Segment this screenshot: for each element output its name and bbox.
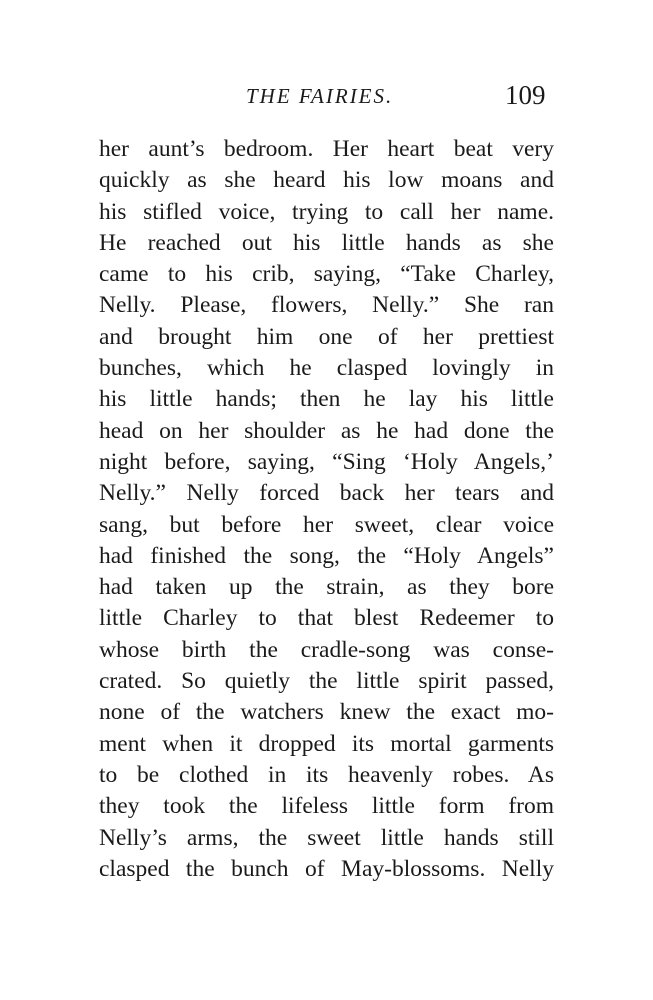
text-line: they took the lifeless little form from	[99, 793, 554, 820]
text-line: night before, saying, “Sing ‘Holy Angels,’	[99, 448, 554, 475]
text-line: little Charley to that blest Redeemer to	[99, 605, 554, 632]
text-line: his stifled voice, trying to call her name.	[99, 198, 554, 225]
text-line: her aunt’s bedroom. Her heart beat very	[99, 136, 554, 162]
text-line: had taken up the strain, as they bore	[99, 574, 554, 601]
running-head	[0, 80, 653, 118]
text-line: head on her shoulder as he had done the	[99, 417, 554, 444]
text-line: ment when it dropped its mortal garments	[99, 730, 554, 757]
text-line: to be clothed in its heavenly robes. As	[99, 761, 554, 788]
text-line: Nelly. Please, flowers, Nelly.” She ran	[99, 292, 554, 319]
text-line: clasped the bunch of May-blossoms. Nelly	[99, 855, 554, 882]
running-title: THE FAIRIES.	[246, 84, 394, 108]
text-line: quickly as she heard his low moans and	[99, 167, 554, 194]
text-line: sang, but before her sweet, clear voice	[99, 511, 554, 538]
text-line: none of the watchers knew the exact mo-	[99, 699, 554, 726]
text-line: and brought him one of her prettiest	[99, 323, 554, 350]
page-number: 109	[505, 80, 546, 110]
text-line: Nelly.” Nelly forced back her tears and	[99, 480, 554, 507]
text-line: had finished the song, the “Holy Angels”	[99, 542, 554, 569]
text-line: whose birth the cradle-song was conse-	[99, 636, 554, 663]
body-text	[99, 134, 554, 885]
text-line: his little hands; then he lay his little	[99, 386, 554, 413]
text-line: He reached out his little hands as she	[99, 229, 554, 256]
text-line: crated. So quietly the little spirit passed,	[99, 668, 554, 695]
text-line: Nelly’s arms, the sweet little hands still	[99, 824, 554, 851]
text-line: came to his crib, saying, “Take Charley,	[99, 261, 554, 288]
text-line: bunches, which he clasped lovingly in	[99, 355, 554, 382]
